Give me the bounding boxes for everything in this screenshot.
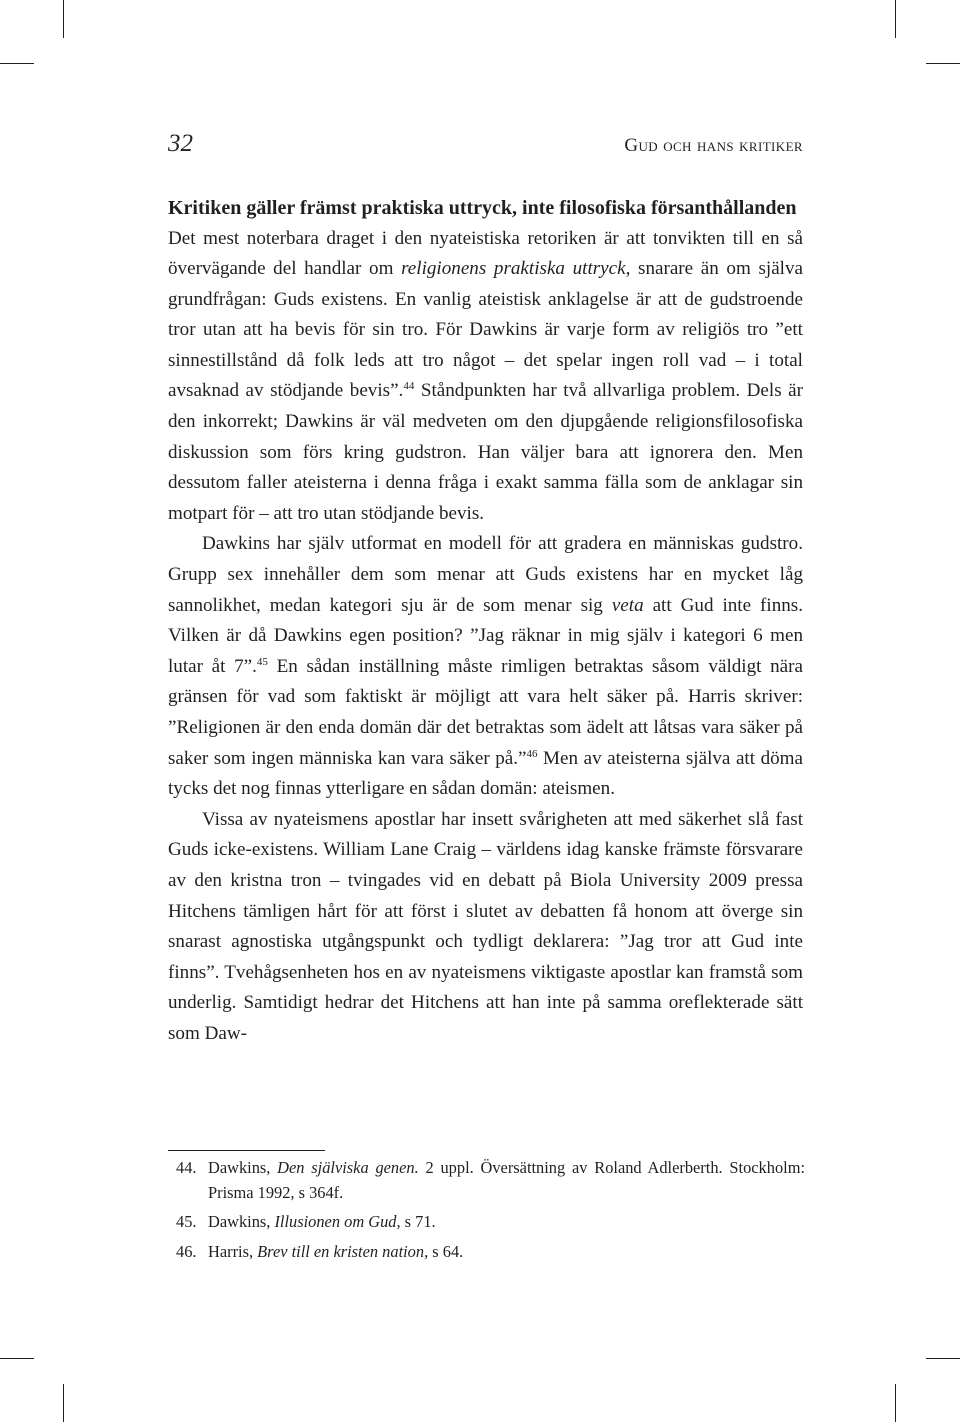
- text-run: Ståndpunkten har två allvarliga problem. Dels är den inkorrekt; Dawkins är väl medveten om den djupgående religionsfilosofiska diskussion som förs kring gudstron. Han väljer bara att ignorera den. Men dessutom faller ateisterna i denna fråga i exakt samma fälla som de anklagar sin motpart för – att tro utan stödjande bevis.: [168, 380, 803, 524]
- running-head: [168, 130, 803, 170]
- text-run: Harris,: [208, 1241, 258, 1261]
- footnote-number: 45.: [176, 1212, 197, 1231]
- paragraph: [168, 224, 803, 530]
- footnote-text: [208, 1158, 805, 1202]
- text-run: Dawkins,: [208, 1158, 278, 1177]
- footnotes: [168, 1156, 805, 1269]
- text-run: 2 uppl. Översättning av Roland Adlerberth. Stockholm: Prisma 1992, s 364f.: [208, 1158, 805, 1202]
- paragraph: [168, 529, 803, 804]
- italic-text: Brev till en kristen nation,: [257, 1241, 429, 1261]
- italic-text: religionens praktiska uttryck,: [401, 258, 631, 280]
- footnote-number: 46.: [176, 1241, 197, 1261]
- text-run: s 71.: [400, 1212, 436, 1231]
- crop-mark: [63, 0, 64, 38]
- footnote: [168, 1210, 805, 1235]
- footnote-ref: 45: [256, 655, 268, 668]
- section-heading: Kritiken gäller främst praktiska uttryck, inte filosofiska försanthållanden: [168, 197, 797, 219]
- text-run: Men av ateisterna själva att döma tycks det nog finnas ytterligare en sådan domän: ateismen.: [168, 747, 803, 800]
- text-run: snarare än om själva grundfrågan: Guds existens. En vanlig ateistisk anklagelse är att de gudstroende tror utan att ha bevis för sin tro. För Dawkins är varje form av religiös tro ”ett sinnestillstånd då folk leds att tro något – det spelar ingen roll vad – i total avsaknad av stödjande bevis”.: [168, 258, 803, 402]
- crop-mark: [895, 0, 896, 38]
- crop-mark: [895, 1384, 896, 1422]
- running-title: Gud och hans kritiker: [624, 135, 803, 156]
- footnote-number: 44.: [176, 1158, 197, 1177]
- paragraph: [168, 805, 803, 1050]
- footnote-rule: [168, 1150, 325, 1151]
- text-run: En sådan inställning måste rimligen betraktas såsom väldigt nära gränsen för vad som faktiskt är möjligt att vara helt säker på. Harris skriver: ”Religionen är den enda domän där det betraktas som ädelt att låtsas vara säker på saker som ingen människa kan vara säker på.”: [168, 655, 803, 769]
- crop-mark: [0, 1358, 34, 1359]
- italic-text: Illusionen om Gud,: [274, 1212, 401, 1231]
- page-number: 32: [168, 130, 193, 157]
- footnote: [168, 1240, 805, 1265]
- text-run: Dawkins,: [208, 1212, 275, 1231]
- text-run: Dawkins har själv utformat en modell för att gradera en människas gudstro. Grupp sex innehåller dem som menar att Guds existens har en mycket låg sannolikhet, medan kategori sju är de som menar sig: [168, 533, 803, 616]
- crop-mark: [926, 63, 960, 64]
- footnote: [168, 1156, 805, 1205]
- footnote-text: [208, 1212, 436, 1231]
- text-run: Det mest noterbara draget i den nyateistiska retoriken är att tonvikten till en så övervägande del handlar om: [168, 227, 803, 280]
- text-run: Vissa av nyateismens apostlar har insett svårigheten att med säkerhet slå fast Guds icke-existens. William Lane Craig – världens idag kanske främste försvarare av den kristna tron – tvingades vid en debatt på Biola University 2009 pressa Hitchens tämligen hårt för att först i slutet av debatten få honom att överge sin snarast agnostiska utgångspunkt och tydligt deklarera: ”Jag tror att Gud inte finns”. Tvehågsenheten hos en av nyateismens viktigaste apostlar kan framstå som underlig. Samtidigt hedrar det Hitchens att han inte på samma oreflekterade sätt som Daw-: [168, 808, 803, 1044]
- body-text: [168, 193, 803, 1050]
- italic-text: Den själviska genen.: [277, 1158, 419, 1177]
- footnote-ref: 46: [526, 747, 538, 760]
- crop-mark: [926, 1358, 960, 1359]
- italic-text: veta: [611, 594, 644, 616]
- footnote-text: [208, 1242, 463, 1261]
- crop-mark: [0, 63, 34, 64]
- footnote-ref: 44: [403, 380, 415, 393]
- crop-mark: [63, 1384, 64, 1422]
- text-run: att Gud inte finns. Vilken är då Dawkins egen position? ”Jag räknar in mig själv i kategori 6 men lutar åt 7”.: [168, 594, 804, 677]
- text-run: s 64.: [428, 1241, 464, 1261]
